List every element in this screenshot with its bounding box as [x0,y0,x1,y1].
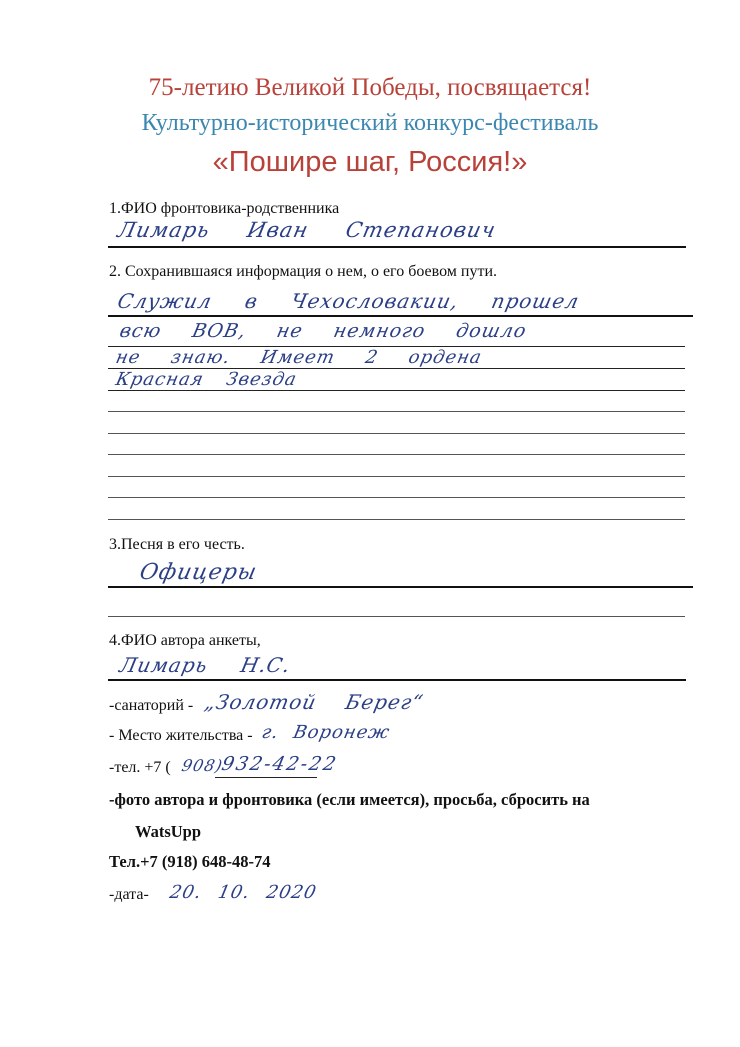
header-festival-name: Культурно-исторический конкурс-фестиваль [141,110,599,136]
section2-answer-line-3[interactable]: не знаю. Имеет 2 ордена [113,347,485,368]
phone-code-value[interactable]: 908) [179,756,225,775]
section2-rule-7 [108,454,685,455]
section2-rule-10 [108,519,685,520]
section2-answer-line-1[interactable]: Служил в Чехословакии, прошел [115,289,582,313]
section1-label: 1.ФИО фронтовика-родственника [109,200,340,217]
section2-rule-1 [108,315,693,317]
residence-value[interactable]: г. Воронеж [259,722,393,743]
section2-rule-6 [108,433,685,434]
section3-rule-1 [108,586,693,588]
residence-label: - Место жительства - [109,727,253,744]
section3-label: 3.Песня в его честь. [109,536,245,553]
section2-rule-9 [108,497,685,498]
section1-answer-line [108,246,686,248]
section4-author-answer[interactable]: Лимарь Н.С. [117,653,294,677]
section2-answer-line-4[interactable]: Красная Звезда [113,369,300,390]
section4-author-line [108,679,686,681]
sanatorium-label: -санаторий - [109,697,194,714]
phone-line [215,777,317,778]
header-slogan: «Пошире шаг, Россия!» [212,146,528,178]
section3-answer[interactable]: Офицеры [137,560,260,585]
phone-label: -тел. +7 ( [109,759,171,776]
section2-rule-4 [108,390,685,391]
section3-rule-2 [108,616,685,617]
section2-answer-line-2[interactable]: всю ВОВ, не немного дошло [117,320,529,342]
section2-label: 2. Сохранившаяся информация о нем, о его боевом пути. [109,263,498,280]
photo-note: -фото автора и фронтовика (если имеется), просьба, сбросить на [109,790,590,809]
date-label: -дата- [109,886,149,903]
section1-answer[interactable]: Лимарь Иван Степанович [115,218,499,242]
sanatorium-value[interactable]: „Золотой Берег“ [202,690,426,714]
contact-phone: Тел.+7 (918) 648-48-74 [109,852,271,871]
section2-rule-8 [108,476,685,477]
header-dedication: 75-летию Великой Победы, посвящается! [148,74,592,101]
section4-label: 4.ФИО автора анкеты, [109,632,261,649]
date-value[interactable]: 20. 10. 2020 [167,882,319,903]
phone-value[interactable]: 932-42-22 [219,753,340,775]
section2-rule-5 [108,411,685,412]
messenger-name: WatsUpp [135,822,202,841]
